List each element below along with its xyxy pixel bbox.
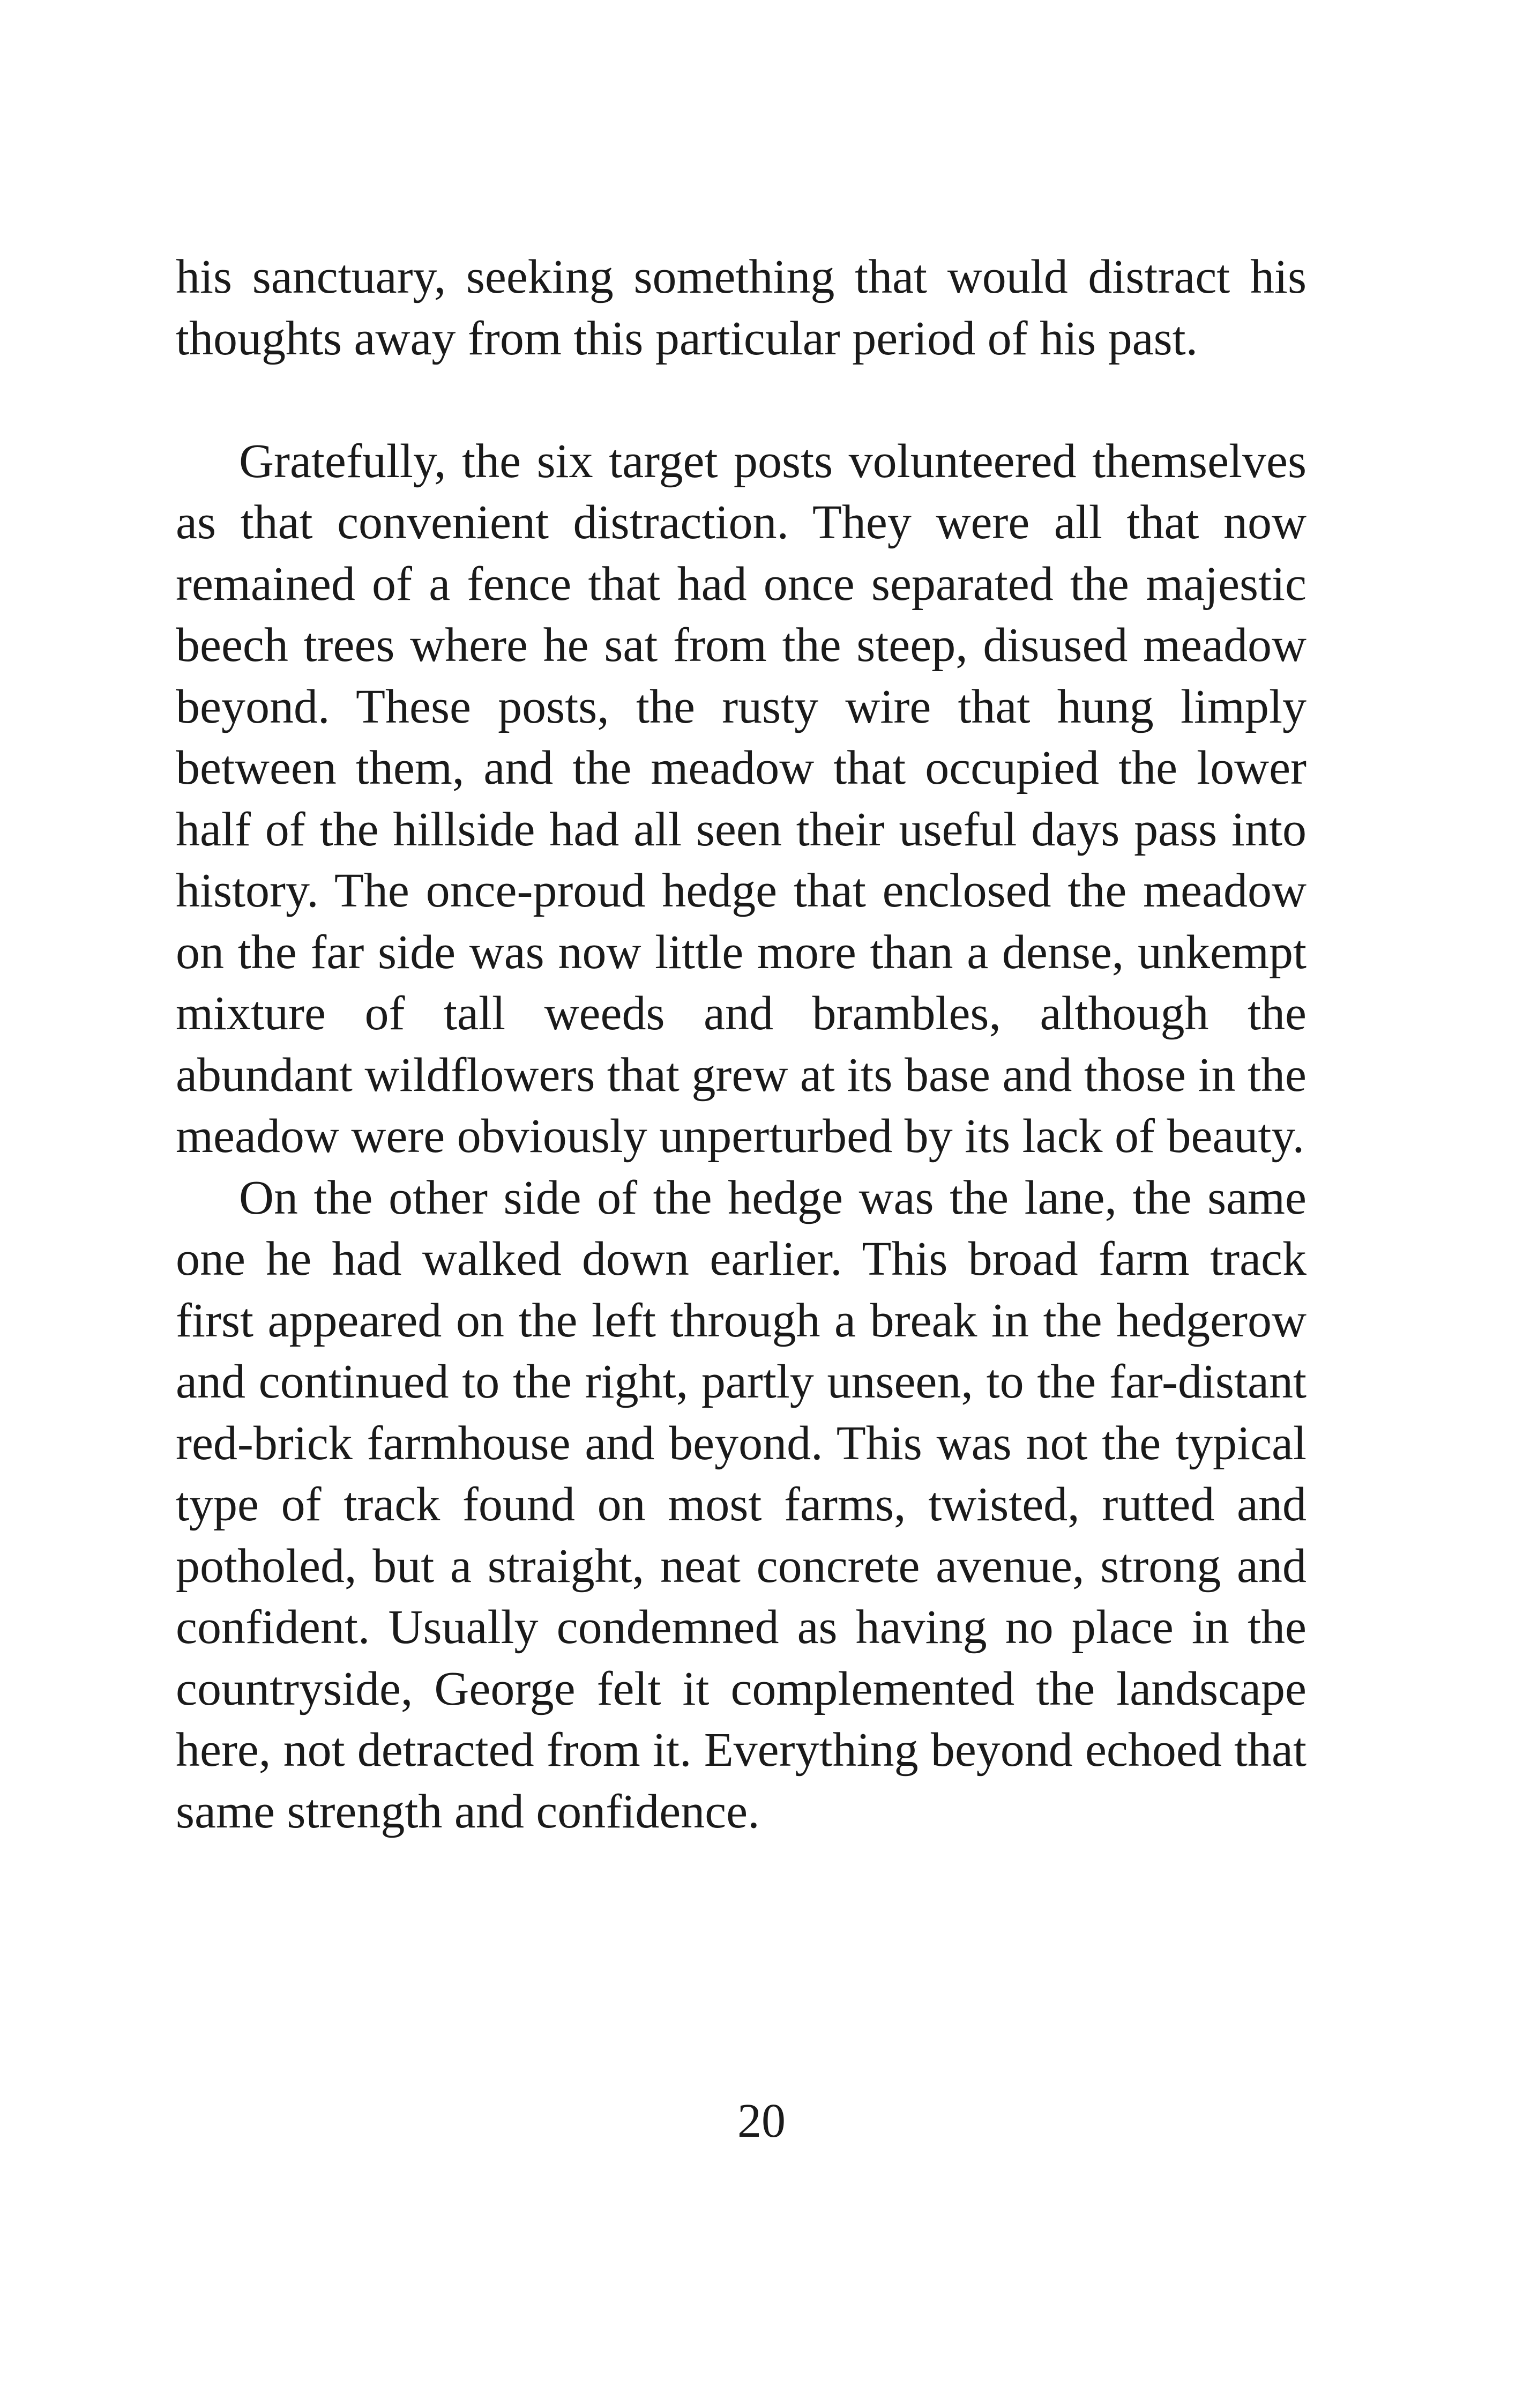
paragraph-target-posts: Gratefully, the six target posts volunteered themselves as that convenient distraction. They were all that now remained of a fence that had once separated the majestic beech trees where he sat from the steep, disused meadow beyond. These posts, the rusty wire that hung limply between them, and the meadow that occupied the lower half of the hillside had all seen their useful days pass into history. The once-proud hedge that enclosed the meadow on the far side was now little more than a dense, unkempt mixture of tall weeds and brambles, although the abundant wildflowers that grew at its base and those in the meadow were obviously unperturbed by its lack of beauty. [176,434,1307,1163]
paragraph-the-lane: On the other side of the hedge was the lane, the same one he had walked down earlier. This broad farm track first appeared on the left through a break in the hedgerow and continued to the right, partly unseen, to the far-distant red-brick farmhouse and beyond. This was not the typical type of track found on most farms, twisted, rutted and potholed, but a straight, neat concrete avenue, strong and confident. Usually condemned as having no place in the countryside, George felt it complemented the landscape here, not detracted from it. Everything beyond echoed that same strength and confidence. [176,1171,1307,1838]
body-text [176,247,1307,1842]
page-number: 20 [737,2094,786,2147]
paragraph-continuation: his sanctuary, seeking something that would distract his thoughts away from this particular period of his past. [176,250,1307,365]
